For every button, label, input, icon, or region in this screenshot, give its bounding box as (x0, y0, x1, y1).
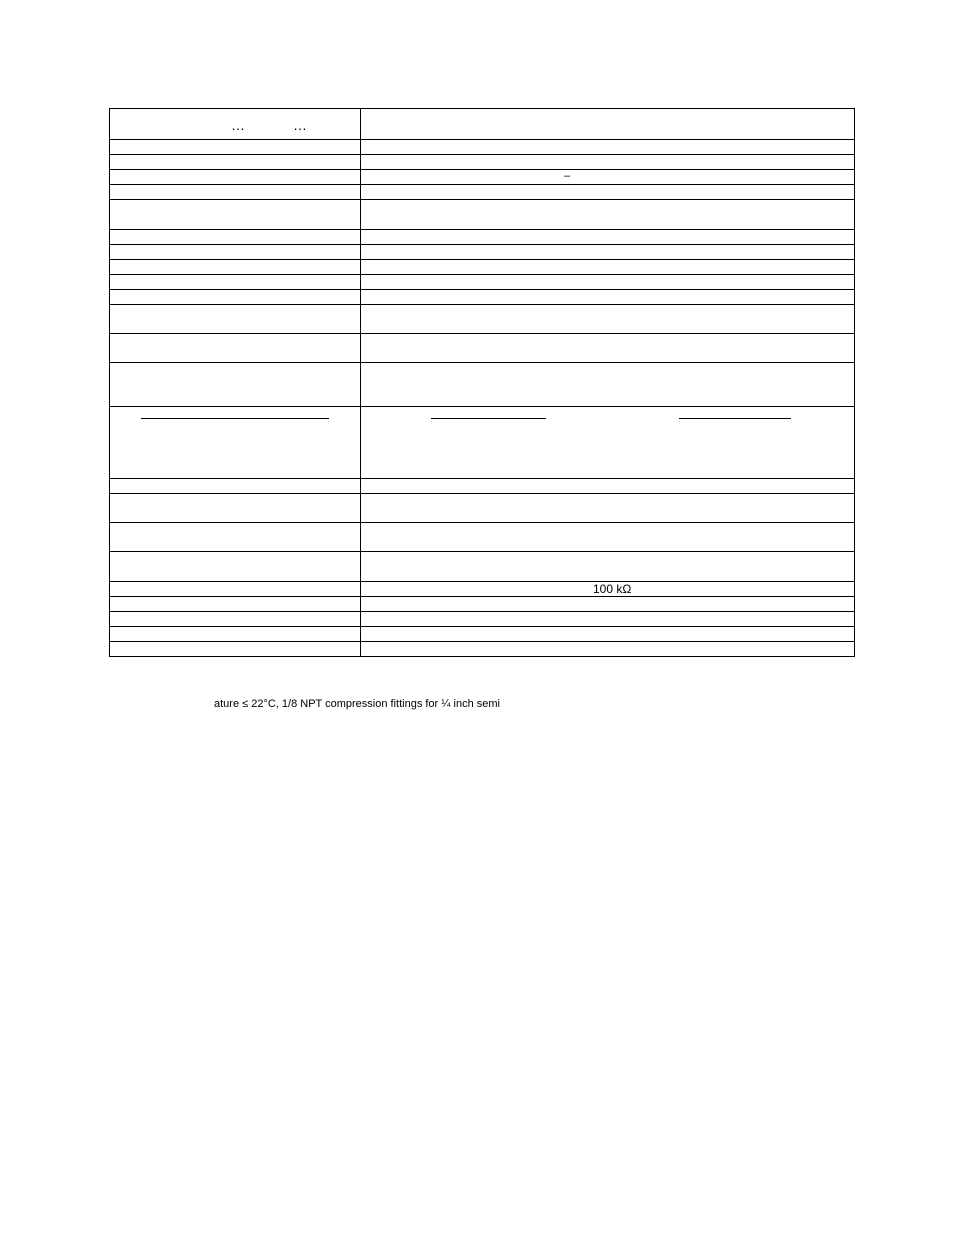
table-row (110, 109, 855, 140)
specification-table (109, 108, 855, 657)
value-cell (361, 552, 855, 582)
footnote-text: ature ≤ 22°C, 1/8 NPT compression fittings for ¼ inch semi (214, 698, 500, 710)
resistance-value: 100 kΩ (593, 582, 632, 596)
value-cell (361, 612, 855, 627)
value-cell (361, 642, 855, 657)
value-cell (361, 479, 855, 494)
value-cell (361, 290, 855, 305)
label-cell (110, 305, 361, 334)
label-cell (110, 523, 361, 552)
label-cell (110, 479, 361, 494)
label-cell (110, 109, 361, 140)
label-cell (110, 245, 361, 260)
table-row (110, 479, 855, 494)
value-cell (361, 230, 855, 245)
value-cell (361, 597, 855, 612)
value-cell (361, 140, 855, 155)
label-cell (110, 155, 361, 170)
table-row (110, 155, 855, 170)
label-cell (110, 552, 361, 582)
label-cell (110, 200, 361, 230)
table-row (110, 305, 855, 334)
table-row (110, 627, 855, 642)
value-cell (361, 305, 855, 334)
label-cell (110, 185, 361, 200)
table-row (110, 290, 855, 305)
underline-rule (141, 418, 329, 419)
ellipsis-mark: … (293, 117, 308, 133)
table-row (110, 245, 855, 260)
dash-mark: – (564, 170, 571, 182)
label-cell (110, 612, 361, 627)
value-cell (361, 582, 855, 597)
value-cell (361, 334, 855, 363)
underline-rule (679, 418, 791, 419)
table-row (110, 275, 855, 290)
table-row (110, 185, 855, 200)
table-row (110, 582, 855, 597)
label-cell (110, 290, 361, 305)
table-row (110, 612, 855, 627)
table-row (110, 140, 855, 155)
table-row (110, 407, 855, 479)
table-row (110, 230, 855, 245)
label-cell (110, 170, 361, 185)
table-row (110, 597, 855, 612)
value-cell (361, 170, 855, 185)
label-cell (110, 140, 361, 155)
table-row (110, 642, 855, 657)
ellipsis-mark: … (231, 117, 246, 133)
label-cell (110, 275, 361, 290)
table-row (110, 260, 855, 275)
value-cell (361, 407, 855, 479)
value-cell (361, 363, 855, 407)
label-cell (110, 230, 361, 245)
label-cell (110, 407, 361, 479)
value-cell (361, 109, 855, 140)
table-row (110, 523, 855, 552)
label-cell (110, 363, 361, 407)
value-cell (361, 185, 855, 200)
value-cell (361, 260, 855, 275)
label-cell (110, 597, 361, 612)
value-cell (361, 523, 855, 552)
label-cell (110, 582, 361, 597)
table-row (110, 494, 855, 523)
value-cell (361, 245, 855, 260)
label-cell (110, 494, 361, 523)
value-cell (361, 155, 855, 170)
label-cell (110, 627, 361, 642)
value-cell (361, 275, 855, 290)
value-cell (361, 494, 855, 523)
table-row (110, 200, 855, 230)
label-cell (110, 260, 361, 275)
table-row (110, 363, 855, 407)
label-cell (110, 642, 361, 657)
label-cell (110, 334, 361, 363)
value-cell (361, 200, 855, 230)
underline-rule (431, 418, 546, 419)
table-row (110, 552, 855, 582)
table-row (110, 334, 855, 363)
table-row (110, 170, 855, 185)
value-cell (361, 627, 855, 642)
